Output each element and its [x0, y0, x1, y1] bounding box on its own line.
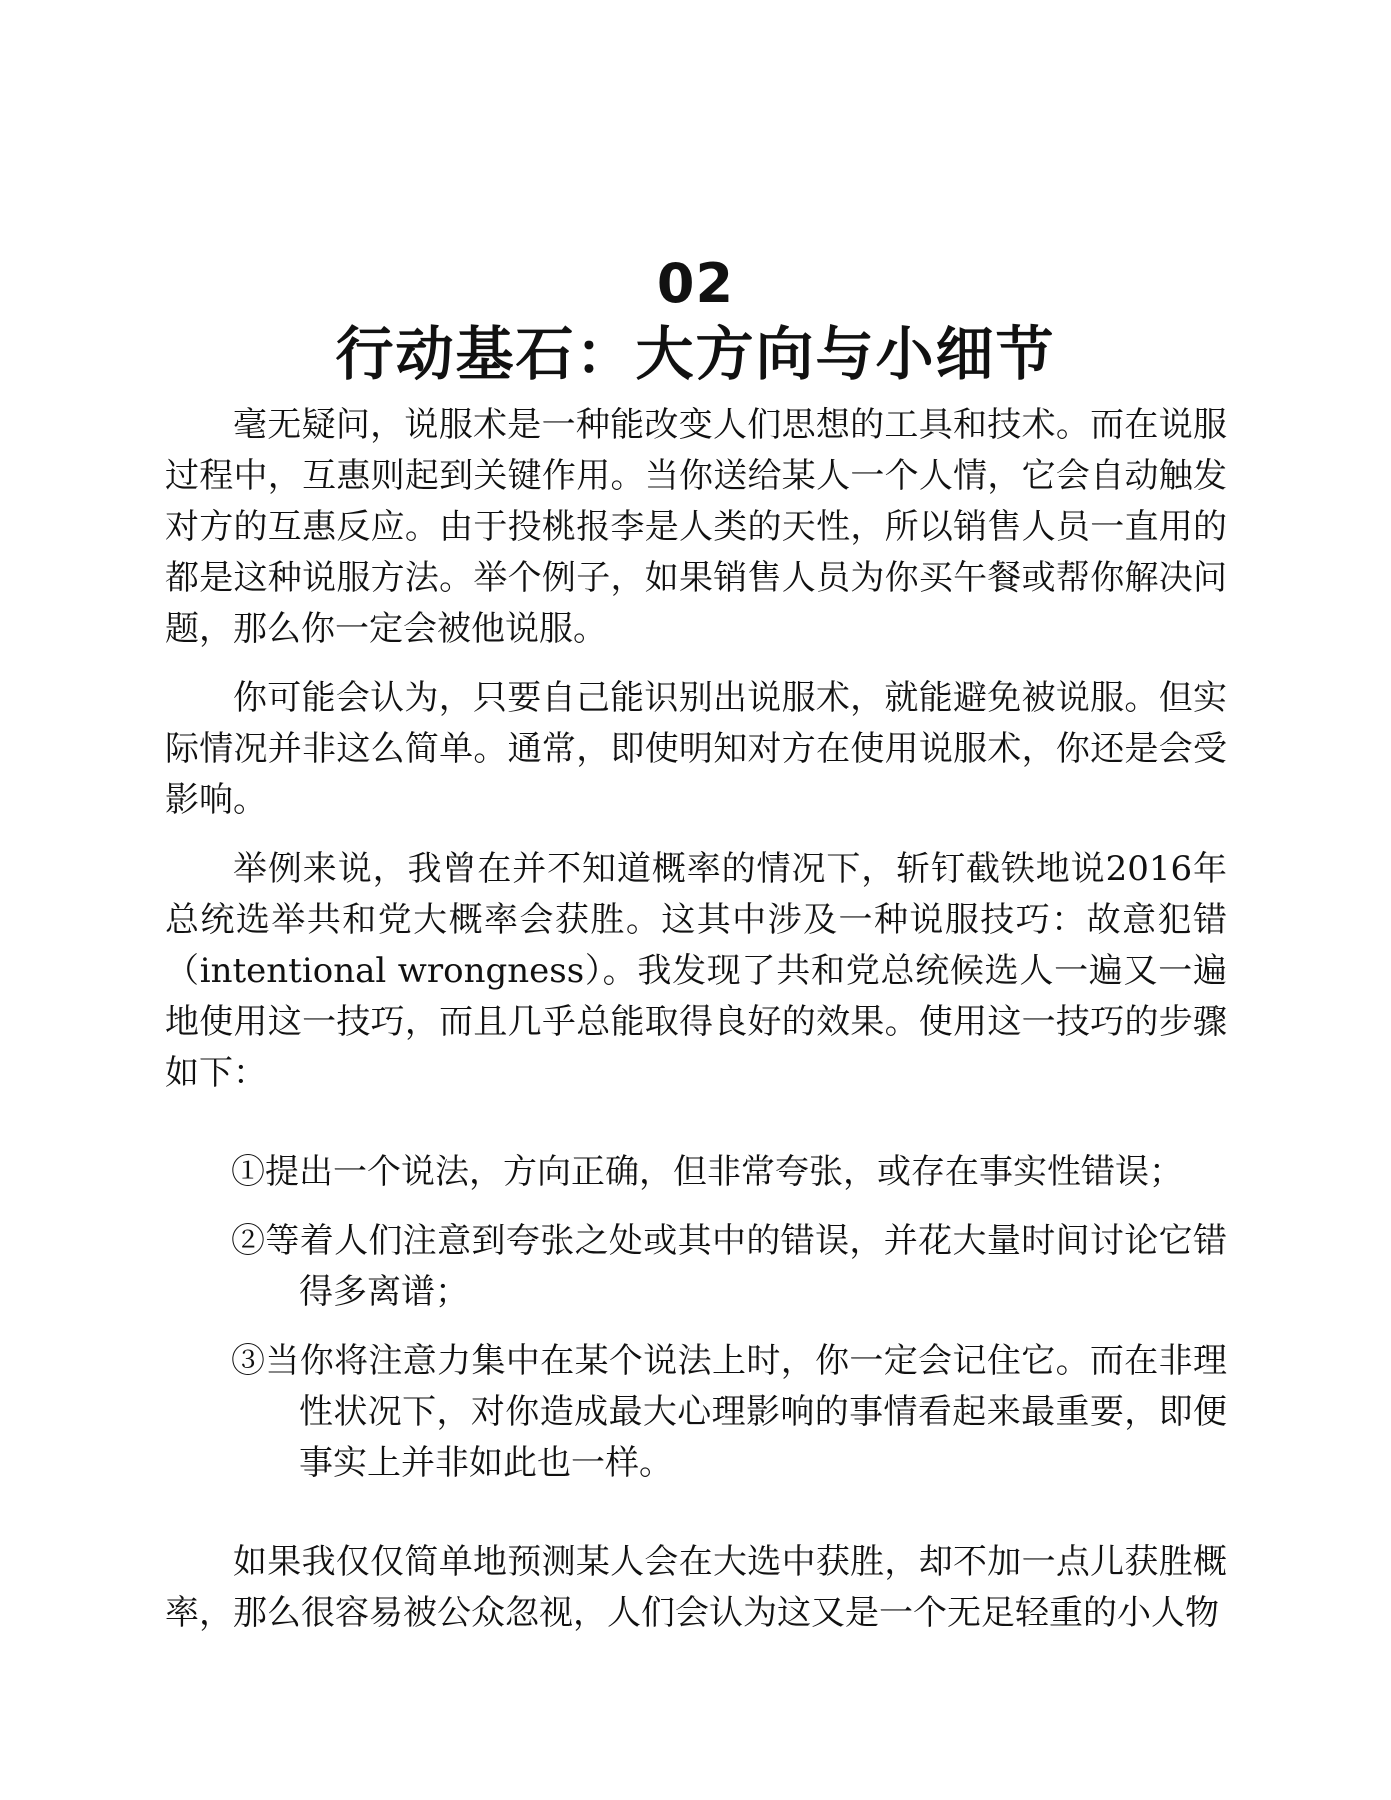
steps-list — [165, 1147, 1227, 1489]
paragraph-2: 你可能会认为，只要自己能识别出说服术，就能避免被说服。但实际情况并非这么简单。通常，即使明知对方在使用说服术，你还是会受影响。 — [165, 678, 1227, 820]
step-marker: ③ — [231, 1341, 266, 1381]
paragraph-3: 举例来说，我曾在并不知道概率的情况下，斩钉截铁地说2016年总统选举共和党大概率会获胜。这其中涉及一种说服技巧：故意犯错（intentional wrongness）。我发现了共和党总统候选人一遍又一遍地使用这一技巧，而且几乎总能取得良好的效果。使用这一技巧的步骤如下： — [165, 849, 1227, 1093]
step-text: 提出一个说法，方向正确，但非常夸张，或存在事实性错误； — [265, 1152, 1183, 1192]
paragraph-closing: 如果我仅仅简单地预测某人会在大选中获胜，却不加一点儿获胜概率，那么很容易被公众忽视，人们会认为这又是一个无足轻重的小人物 — [165, 1542, 1227, 1633]
step-item — [165, 1336, 1227, 1489]
chapter-title: 行动基石：大方向与小细节 — [335, 320, 1056, 388]
step-item — [165, 1216, 1227, 1318]
step-marker: ② — [231, 1221, 266, 1261]
body-text — [165, 400, 1227, 1657]
paragraph-1: 毫无疑问，说服术是一种能改变人们思想的工具和技术。而在说服过程中，互惠则起到关键作用。当你送给某人一个人情，它会自动触发对方的互惠反应。由于投桃报李是人类的天性，所以销售人员一直用的都是这种说服方法。举个例子，如果销售人员为你买午餐或帮你解决问题，那么你一定会被他说服。 — [165, 405, 1227, 649]
chapter-number: 02 — [656, 252, 735, 315]
step-text: 等着人们注意到夸张之处或其中的错误，并花大量时间讨论它错得多离谱； — [265, 1221, 1228, 1312]
step-marker: ① — [231, 1152, 265, 1192]
step-text: 当你将注意力集中在某个说法上时，你一定会记住它。而在非理性状况下，对你造成最大心理影响的事情看起来最重要，即便事实上并非如此也一样。 — [265, 1341, 1228, 1483]
step-item — [165, 1147, 1227, 1198]
